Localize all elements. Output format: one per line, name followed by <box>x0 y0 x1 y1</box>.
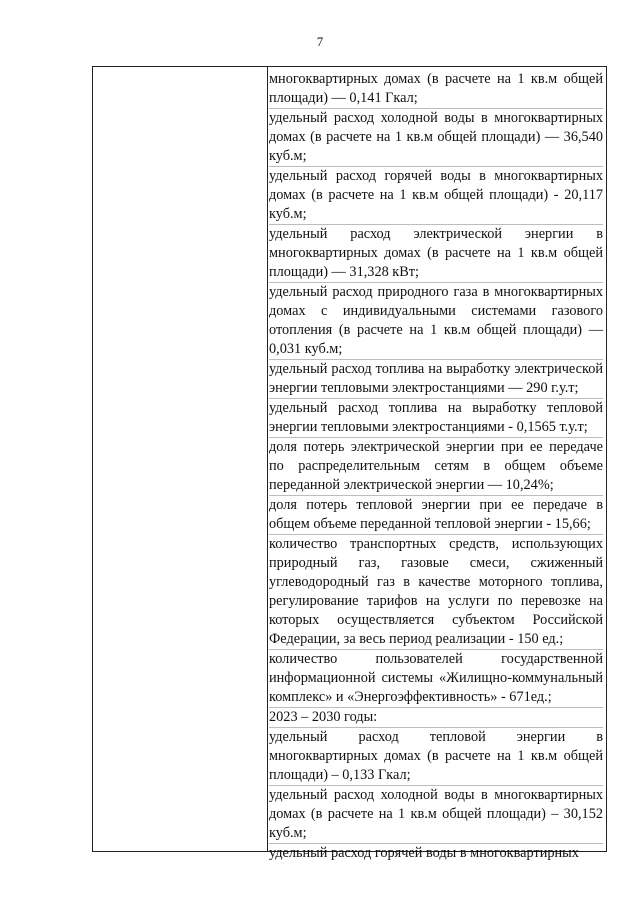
paragraph: удельный расход тепловой энергии в многоквартирных домах (в расчете на 1 кв.м общей площади) – 0,133 Гкал; <box>269 728 603 786</box>
page-number: 7 <box>316 34 324 49</box>
paragraph: удельный расход горячей воды в многоквартирных <box>269 845 579 861</box>
paragraph: количество пользователей государственной информационной системы «Жилищно-коммунальный комплекс» и «Энергоэффективность» - 671ед.; <box>269 650 603 708</box>
paragraph: удельный расход электрической энергии в многоквартирных домах (в расчете на 1 кв.м общей площади) — 31,328 кВт; <box>269 225 603 283</box>
paragraph: доля потерь тепловой энергии при ее передаче в общем объеме переданной тепловой энергии - 15,66; <box>269 496 603 535</box>
table-right-cell <box>269 70 603 863</box>
paragraph: удельный расход холодной воды в многоквартирных домах (в расчете на 1 кв.м общей площади) — 36,540 куб.м; <box>269 109 603 167</box>
section-heading: 2023 – 2030 годы: <box>269 708 603 728</box>
column-divider <box>267 67 268 851</box>
paragraph: многоквартирных домах (в расчете на 1 кв.м общей площади) — 0,141 Гкал; <box>269 70 603 109</box>
paragraph: количество транспортных средств, использующих природный газ, газовые смеси, сжиженный углеводородный газ в качестве моторного топлива, регулирование тарифов на услуги по перевозке на которых осуществляется субъектом Российской Федерации, за весь период реализации - 150 ед.; <box>269 535 603 650</box>
paragraph: доля потерь электрической энергии при ее передаче по распределительным сетям в общем объеме переданной электрической энергии — 10,24%; <box>269 438 603 496</box>
paragraph: удельный расход топлива на выработку электрической энергии тепловыми электростанциями — 290 г.у.т; <box>269 360 603 399</box>
paragraph: удельный расход топлива на выработку тепловой энергии тепловыми электростанциями - 0,1565 т.у.т; <box>269 399 603 438</box>
paragraph: удельный расход горячей воды в многоквартирных домах (в расчете на 1 кв.м общей площади) - 20,117 куб.м; <box>269 167 603 225</box>
paragraph: удельный расход холодной воды в многоквартирных домах (в расчете на 1 кв.м общей площади) – 30,152 куб.м; <box>269 786 603 844</box>
paragraph: удельный расход природного газа в многоквартирных домах с индивидуальными системами газового отопления (в расчете на 1 кв.м общей площади) — 0,031 куб.м; <box>269 283 603 360</box>
table-frame <box>92 66 607 861</box>
